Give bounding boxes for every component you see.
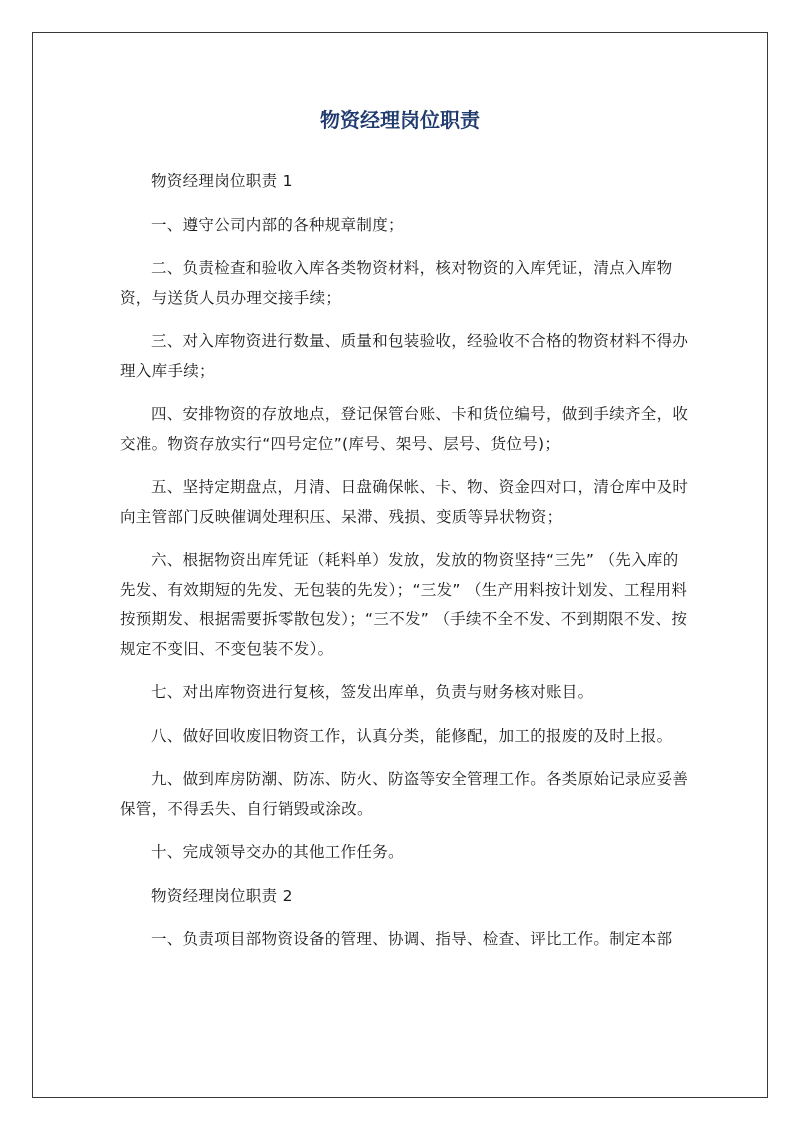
document-body <box>120 167 690 969</box>
paragraph: 一、负责项目部物资设备的管理、协调、指导、检查、评比工作。制定本部 <box>151 930 673 948</box>
paragraph: 七、对出库物资进行复核，签发出库单，负责与财务核对账目。 <box>151 683 594 701</box>
paragraph: 五、坚持定期盘点，月清、日盘确保帐、卡、物、资金四对口，清仓库中及时向主管部门反映催调处理积压、呆滞、残损、变质等异状物资； <box>120 478 689 526</box>
paragraph: 二、负责检查和验收入库各类物资材料，核对物资的入库凭证，清点入库物资，与送货人员办理交接手续； <box>120 259 673 307</box>
section-heading-2: 物资经理岗位职责 2 <box>151 886 293 905</box>
paragraph: 九、做到库房防潮、防冻、防火、防盗等安全管理工作。各类原始记录应妥善保管，不得丢失、自行销毁或涂改。 <box>120 770 689 818</box>
paragraph: 十、完成领导交办的其他工作任务。 <box>151 843 404 861</box>
paragraph: 六、根据物资出库凭证（耗料单）发放，发放的物资坚持“三先” （先入库的先发、有效期短的先发、无包装的先发）；“三发” （生产用料按计划发、工程用料按预期发、根据需要拆零散包发）；“三不发” （手续不全不发、不到期限不发、按规定不变旧、不变包装不发）。 <box>120 551 688 658</box>
paragraph: 四、安排物资的存放地点，登记保管台账、卡和货位编号，做到手续齐全，收交准。物资存放实行“四号定位”(库号、架号、层号、货位号)； <box>120 405 689 453</box>
document-title: 物资经理岗位职责 <box>320 108 480 132</box>
paragraph: 三、对入库物资进行数量、质量和包装验收，经验收不合格的物资材料不得办理入库手续； <box>120 332 689 380</box>
paragraph: 一、遵守公司内部的各种规章制度； <box>151 215 404 234</box>
section-heading-1: 物资经理岗位职责 1 <box>151 172 293 190</box>
paragraph: 八、做好回收废旧物资工作，认真分类，能修配，加工的报废的及时上报。 <box>151 726 673 745</box>
